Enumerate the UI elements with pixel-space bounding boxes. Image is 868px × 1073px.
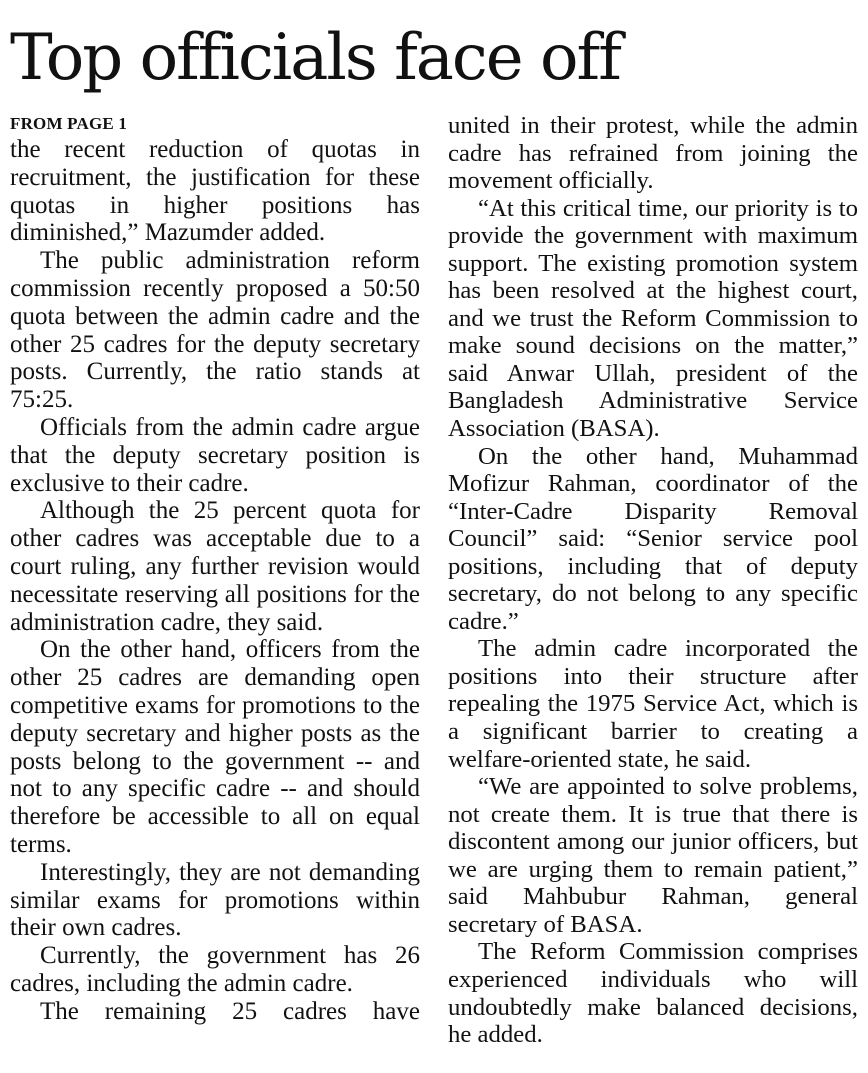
left-column: [10, 112, 420, 1026]
paragraph: The public administration reform commission recently proposed a 50:50 quota between the admin cadre and the other 25 cadres for the deputy secretary posts. Currently, the ratio stands at 75:25.: [10, 247, 420, 414]
paragraph: “We are appointed to solve problems, not create them. It is true that there is discontent among our junior officers, but we are urging them to remain patient,” said Mahbubur Rahman, general secretary of BASA.: [448, 773, 858, 938]
paragraph: On the other hand, Muhammad Mofizur Rahman, coordinator of the “Inter-Cadre Disparity Removal Council” said: “Senior service pool positions, including that of deputy secretary, do not belong to any specific cadre.”: [448, 442, 858, 635]
paragraph: On the other hand, officers from the other 25 cadres are demanding open competitive exams for promotions to the deputy secretary and higher posts as the posts belong to the government -- and not to any specific cadre -- and should therefore be accessible to all on equal terms.: [10, 636, 420, 858]
paragraph: “At this critical time, our priority is to provide the government with maximum support. The existing promotion system has been resolved at the highest court, and we trust the Reform Commission to make sound decisions on the matter,” said Anwar Ullah, president of the Bangladesh Administrative Service Association (BASA).: [448, 194, 858, 443]
paragraph: united in their protest, while the admin cadre has refrained from joining the movement officially.: [448, 112, 858, 195]
paragraph: Currently, the government has 26 cadres, including the admin cadre.: [10, 942, 420, 997]
article-headline: Top officials face off: [10, 21, 620, 95]
paragraph: The Reform Commission comprises experienced individuals who will undoubtedly make balanced decisions, he added.: [448, 938, 858, 1049]
paragraph: The remaining 25 cadres have: [40, 997, 420, 1025]
right-column: [448, 112, 858, 1049]
continuation-kicker: FROM PAGE 1: [10, 114, 128, 133]
paragraph: The admin cadre incorporated the positions into their structure after repealing the 1975 Service Act, which is a significant barrier to creating a welfare-oriented state, he said.: [448, 635, 858, 773]
paragraph: Officials from the admin cadre argue that the deputy secretary position is exclusive to their cadre.: [10, 413, 420, 497]
paragraph: Although the 25 percent quota for other cadres was acceptable due to a court ruling, any further revision would necessitate reserving all positions for the administration cadre, they said.: [10, 497, 420, 636]
paragraph: the recent reduction of quotas in recruitment, the justification for these quotas in higher positions has diminished,” Mazumder added.: [10, 136, 420, 247]
paragraph: Interestingly, they are not demanding similar exams for promotions within their own cadres.: [10, 858, 420, 942]
